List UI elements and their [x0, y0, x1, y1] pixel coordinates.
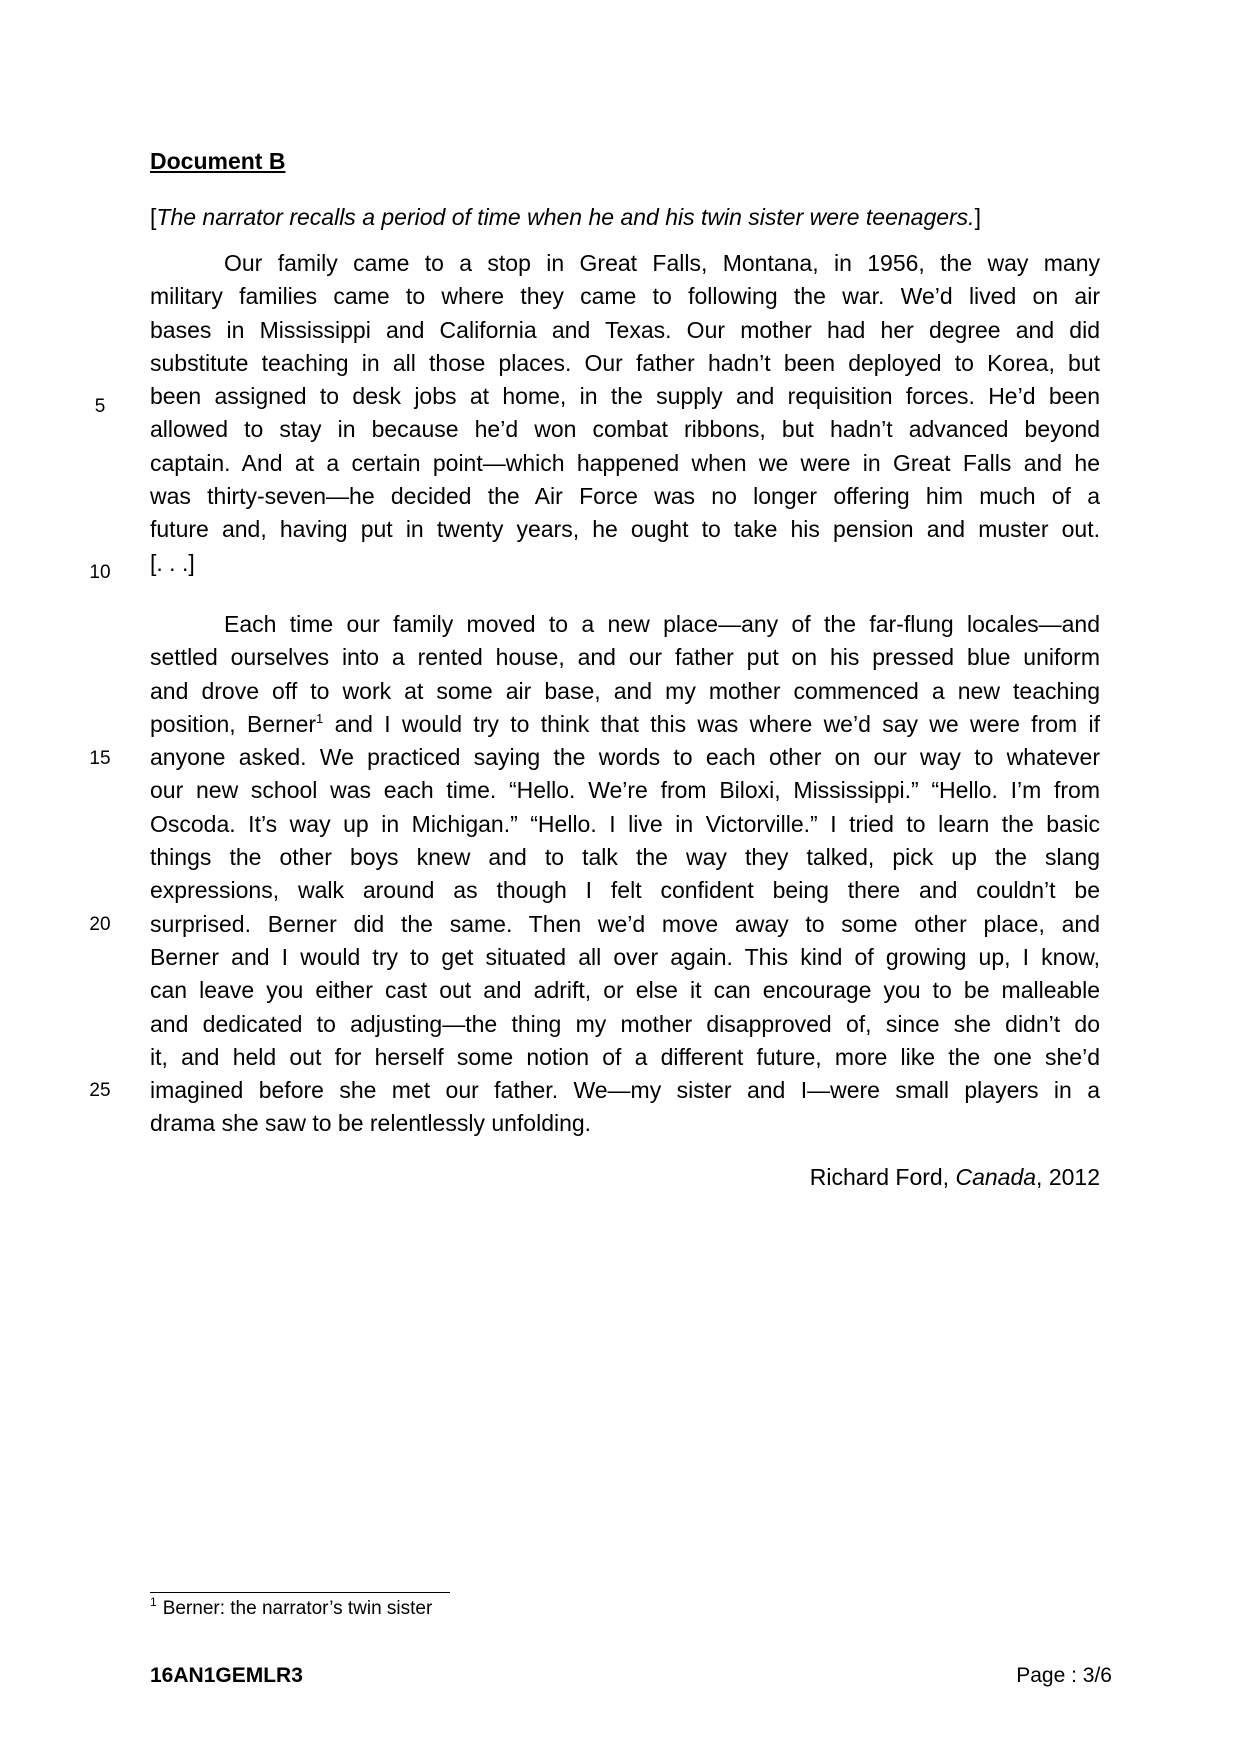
- intro-open-bracket: [: [150, 204, 157, 230]
- attribution-year: , 2012: [1036, 1164, 1100, 1190]
- text-line: military families came to where they came to following the war. We’d lived on air: [150, 283, 1100, 310]
- paragraph-1: [150, 247, 1100, 580]
- footnote-marker: 1: [150, 1595, 157, 1609]
- page-number: Page : 3/6: [1016, 1664, 1112, 1687]
- intro-text: The narrator recalls a period of time when he and his twin sister were teenagers.: [156, 204, 975, 230]
- text-line: captain. And at a certain point—which happened when we were in Great Falls and he: [150, 449, 1100, 476]
- text-line: Berner and I would try to get situated all over again. This kind of growing up, I know,: [150, 943, 1100, 970]
- text-line: expressions, walk around as though I felt confident being there and couldn’t be: [150, 877, 1100, 904]
- text-fragment: position, Berner: [150, 710, 317, 737]
- text-line: can leave you either cast out and adrift, or else it can encourage you to be malleable: [150, 977, 1100, 1004]
- text-line: settled ourselves into a rented house, and our father put on his pressed blue uniform: [150, 644, 1100, 671]
- text-line: bases in Mississippi and California and Texas. Our mother had her degree and did: [150, 316, 1100, 343]
- text-line: future and, having put in twenty years, he ought to take his pension and muster out.: [150, 516, 1100, 543]
- footnote-reference: 1: [316, 710, 324, 726]
- line-number: 15: [89, 748, 111, 769]
- paragraph-2: [150, 608, 1100, 1141]
- line-number: 20: [89, 914, 111, 935]
- text-line: our new school was each time. “Hello. We’re from Biloxi, Mississippi.” “Hello. I’m from: [150, 777, 1100, 804]
- text-line: allowed to stay in because he’d won combat ribbons, but hadn’t advanced beyond: [150, 416, 1100, 443]
- text-line: been assigned to desk jobs at home, in the supply and requisition forces. He’d been: [150, 383, 1100, 410]
- footnote: [150, 1595, 433, 1620]
- document-code: 16AN1GEMLR3: [150, 1664, 303, 1687]
- attribution: [810, 1164, 1100, 1191]
- text-line: it, and held out for herself some notion of a different future, more like the one she’d: [150, 1043, 1100, 1070]
- line-number: 25: [89, 1080, 111, 1101]
- text-line: things the other boys knew and to talk the way they talked, pick up the slang: [150, 844, 1100, 871]
- text-line: and dedicated to adjusting—the thing my mother disapproved of, since she didn’t do: [150, 1010, 1100, 1037]
- text-line: and drove off to work at some air base, and my mother commenced a new teaching: [150, 677, 1100, 704]
- intro-note: [150, 204, 981, 231]
- text-line: substitute teaching in all those places. Our father hadn’t been deployed to Korea, but: [150, 349, 1100, 376]
- text-line: drama she saw to be relentlessly unfolding.: [150, 1110, 592, 1137]
- text-line: Each time our family moved to a new place—any of the far-flung locales—and: [224, 611, 1100, 637]
- text-line: [150, 708, 1100, 741]
- line-number: 10: [89, 562, 111, 583]
- footnote-divider: [150, 1592, 450, 1593]
- text-line: Our family came to a stop in Great Falls, Montana, in 1956, the way many: [224, 250, 1100, 276]
- text-line: Oscoda. It’s way up in Michigan.” “Hello. I live in Victorville.” I tried to learn the basic: [150, 810, 1100, 837]
- intro-close-bracket: ]: [974, 204, 981, 230]
- attribution-author: Richard Ford,: [809, 1164, 956, 1190]
- footnote-text: Berner: the narrator’s twin sister: [162, 1598, 433, 1619]
- text-line: imagined before she met our father. We—my sister and I—were small players in a: [150, 1077, 1100, 1104]
- text-line: surprised. Berner did the same. Then we’d move away to some other place, and: [150, 910, 1100, 937]
- text-fragment: and I would try to think that this was where we’d say we were from if: [323, 710, 1100, 737]
- line-number: 5: [94, 396, 106, 417]
- text-line: [. . .]: [150, 549, 195, 576]
- text-line: was thirty-seven—he decided the Air Force was no longer offering him much of a: [150, 483, 1100, 510]
- attribution-title: Canada: [955, 1164, 1037, 1190]
- text-line: anyone asked. We practiced saying the words to each other on our way to whatever: [150, 744, 1100, 771]
- document-heading: Document B: [150, 148, 286, 174]
